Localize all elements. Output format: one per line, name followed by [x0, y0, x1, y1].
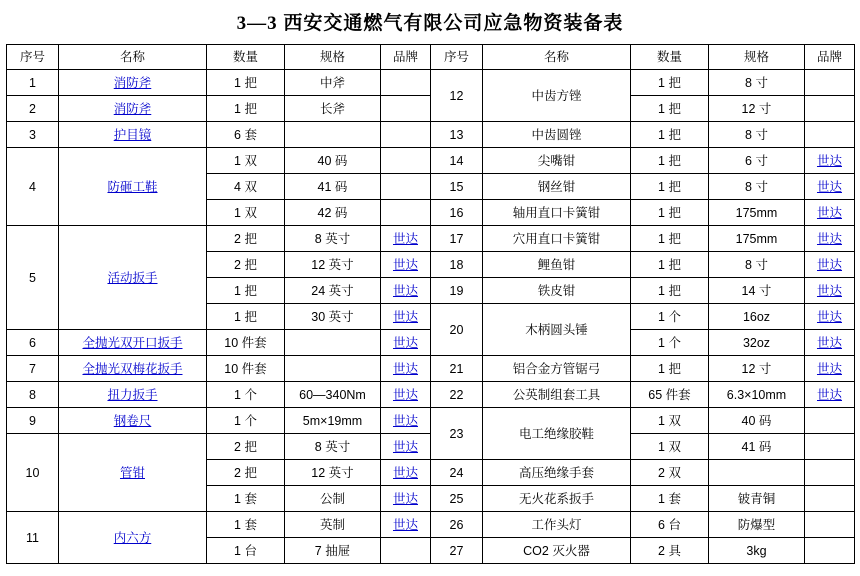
cell-name: 消防斧 — [59, 70, 207, 96]
cell-brand — [805, 538, 855, 564]
cell-brand: 世达 — [805, 148, 855, 174]
cell-spec: 175mm — [709, 200, 805, 226]
cell-spec: 8 寸 — [709, 70, 805, 96]
cell-brand: 世达 — [805, 252, 855, 278]
cell-qty: 1 把 — [631, 70, 709, 96]
cell-brand: 世达 — [381, 330, 431, 356]
cell-brand: 世达 — [805, 304, 855, 330]
cell-name: 内六方 — [59, 512, 207, 564]
cell-no: 24 — [431, 460, 483, 486]
cell-brand: 世达 — [381, 278, 431, 304]
header-qty-left: 数量 — [207, 45, 285, 70]
cell-spec: 60—340Nm — [285, 382, 381, 408]
cell-brand: 世达 — [805, 356, 855, 382]
header-spec-right: 规格 — [709, 45, 805, 70]
table-row — [7, 512, 855, 538]
cell-no: 12 — [431, 70, 483, 122]
cell-brand — [805, 486, 855, 512]
cell-name: 公英制组套工具 — [483, 382, 631, 408]
cell-name: 管钳 — [59, 434, 207, 512]
cell-spec — [285, 330, 381, 356]
cell-qty: 1 套 — [207, 486, 285, 512]
cell-no: 19 — [431, 278, 483, 304]
cell-spec: 24 英寸 — [285, 278, 381, 304]
cell-brand: 世达 — [381, 304, 431, 330]
cell-no: 1 — [7, 70, 59, 96]
cell-name: 活动扳手 — [59, 226, 207, 330]
equipment-table — [6, 44, 855, 564]
cell-no: 13 — [431, 122, 483, 148]
cell-spec: 5m×19mm — [285, 408, 381, 434]
cell-brand: 世达 — [805, 200, 855, 226]
cell-spec: 41 码 — [709, 434, 805, 460]
cell-qty: 1 把 — [631, 226, 709, 252]
cell-name: 中齿方锉 — [483, 70, 631, 122]
cell-qty: 2 具 — [631, 538, 709, 564]
page-title: 3—3 西安交通燃气有限公司应急物资装备表 — [236, 13, 624, 34]
cell-no: 5 — [7, 226, 59, 330]
cell-qty: 1 个 — [631, 330, 709, 356]
cell-name: 无火花系扳手 — [483, 486, 631, 512]
cell-brand: 世达 — [381, 434, 431, 460]
cell-qty: 4 双 — [207, 174, 285, 200]
header-name-left: 名称 — [59, 45, 207, 70]
cell-name: 穴用直口卡簧钳 — [483, 226, 631, 252]
cell-qty: 1 套 — [207, 512, 285, 538]
cell-spec: 8 寸 — [709, 252, 805, 278]
cell-no: 14 — [431, 148, 483, 174]
cell-qty: 1 套 — [631, 486, 709, 512]
cell-qty: 1 个 — [207, 408, 285, 434]
cell-brand — [805, 96, 855, 122]
cell-qty: 1 把 — [631, 174, 709, 200]
cell-spec: 8 英寸 — [285, 434, 381, 460]
cell-spec: 8 英寸 — [285, 226, 381, 252]
cell-qty: 1 双 — [631, 408, 709, 434]
cell-brand: 世达 — [805, 226, 855, 252]
cell-brand — [805, 434, 855, 460]
header-brand-left: 品牌 — [381, 45, 431, 70]
cell-brand: 世达 — [381, 382, 431, 408]
cell-spec: 6.3×10mm — [709, 382, 805, 408]
cell-spec: 3kg — [709, 538, 805, 564]
table-header-row — [7, 45, 855, 70]
cell-spec: 铍青铜 — [709, 486, 805, 512]
table-row — [7, 122, 855, 148]
cell-name: 钢丝钳 — [483, 174, 631, 200]
cell-name: 木柄圆头锤 — [483, 304, 631, 356]
cell-brand: 世达 — [381, 356, 431, 382]
cell-name: 轴用直口卡簧钳 — [483, 200, 631, 226]
cell-qty: 1 双 — [631, 434, 709, 460]
cell-brand: 世达 — [805, 330, 855, 356]
cell-qty: 1 把 — [207, 96, 285, 122]
table-body — [7, 70, 855, 564]
cell-qty: 2 把 — [207, 226, 285, 252]
cell-no: 18 — [431, 252, 483, 278]
cell-spec: 6 寸 — [709, 148, 805, 174]
cell-spec: 8 寸 — [709, 122, 805, 148]
table-row — [7, 148, 855, 174]
cell-spec — [285, 122, 381, 148]
cell-name: 全抛光双梅花扳手 — [59, 356, 207, 382]
cell-name: 防砸工鞋 — [59, 148, 207, 226]
cell-brand — [381, 538, 431, 564]
cell-brand: 世达 — [805, 278, 855, 304]
cell-qty: 1 个 — [631, 304, 709, 330]
cell-spec: 32oz — [709, 330, 805, 356]
cell-brand — [381, 70, 431, 96]
cell-spec: 40 码 — [285, 148, 381, 174]
cell-spec: 30 英寸 — [285, 304, 381, 330]
cell-qty: 1 把 — [631, 96, 709, 122]
table-row — [7, 408, 855, 434]
cell-brand — [381, 122, 431, 148]
cell-no: 2 — [7, 96, 59, 122]
cell-name: 铁皮钳 — [483, 278, 631, 304]
cell-no: 10 — [7, 434, 59, 512]
cell-spec — [285, 356, 381, 382]
cell-brand: 世达 — [381, 460, 431, 486]
cell-qty: 1 把 — [207, 278, 285, 304]
cell-spec: 12 英寸 — [285, 252, 381, 278]
cell-spec: 175mm — [709, 226, 805, 252]
cell-qty: 1 台 — [207, 538, 285, 564]
cell-name: 高压绝缘手套 — [483, 460, 631, 486]
cell-name: 全抛光双开口扳手 — [59, 330, 207, 356]
cell-name: 电工绝缘胶鞋 — [483, 408, 631, 460]
cell-no: 23 — [431, 408, 483, 460]
cell-brand: 世达 — [381, 226, 431, 252]
cell-no: 6 — [7, 330, 59, 356]
cell-name: 消防斧 — [59, 96, 207, 122]
cell-qty: 1 把 — [631, 278, 709, 304]
cell-qty: 2 把 — [207, 434, 285, 460]
cell-qty: 1 把 — [631, 200, 709, 226]
cell-qty: 1 双 — [207, 148, 285, 174]
cell-brand — [381, 200, 431, 226]
cell-qty: 1 个 — [207, 382, 285, 408]
cell-qty: 1 把 — [631, 356, 709, 382]
cell-no: 15 — [431, 174, 483, 200]
cell-spec: 7 抽屉 — [285, 538, 381, 564]
cell-qty: 6 套 — [207, 122, 285, 148]
cell-name: 鲤鱼钳 — [483, 252, 631, 278]
cell-qty: 1 把 — [631, 148, 709, 174]
cell-spec: 中斧 — [285, 70, 381, 96]
cell-name: 中齿圆锉 — [483, 122, 631, 148]
cell-brand — [381, 148, 431, 174]
cell-spec: 16oz — [709, 304, 805, 330]
cell-qty: 65 件套 — [631, 382, 709, 408]
cell-spec: 长斧 — [285, 96, 381, 122]
cell-no: 20 — [431, 304, 483, 356]
header-spec-left: 规格 — [285, 45, 381, 70]
header-brand-right: 品牌 — [805, 45, 855, 70]
cell-name: 钢卷尺 — [59, 408, 207, 434]
cell-no: 25 — [431, 486, 483, 512]
header-no-left: 序号 — [7, 45, 59, 70]
cell-qty: 2 双 — [631, 460, 709, 486]
cell-qty: 1 把 — [631, 252, 709, 278]
cell-qty: 10 件套 — [207, 330, 285, 356]
cell-brand: 世达 — [381, 486, 431, 512]
cell-brand: 世达 — [381, 512, 431, 538]
cell-qty: 2 把 — [207, 460, 285, 486]
cell-name: 尖嘴钳 — [483, 148, 631, 174]
cell-no: 8 — [7, 382, 59, 408]
cell-no: 17 — [431, 226, 483, 252]
cell-spec: 英制 — [285, 512, 381, 538]
cell-no: 11 — [7, 512, 59, 564]
cell-qty: 1 双 — [207, 200, 285, 226]
cell-qty: 1 把 — [631, 122, 709, 148]
cell-no: 21 — [431, 356, 483, 382]
cell-name: CO2 灭火器 — [483, 538, 631, 564]
cell-brand — [805, 122, 855, 148]
cell-brand — [805, 70, 855, 96]
cell-no: 7 — [7, 356, 59, 382]
cell-name: 铝合金方管锯弓 — [483, 356, 631, 382]
cell-spec: 8 寸 — [709, 174, 805, 200]
table-row — [7, 70, 855, 96]
cell-qty: 1 把 — [207, 70, 285, 96]
cell-qty: 1 把 — [207, 304, 285, 330]
table-row — [7, 382, 855, 408]
cell-spec: 14 寸 — [709, 278, 805, 304]
cell-spec — [709, 460, 805, 486]
header-no-right: 序号 — [431, 45, 483, 70]
cell-brand: 世达 — [805, 174, 855, 200]
cell-brand — [381, 174, 431, 200]
cell-no: 9 — [7, 408, 59, 434]
cell-no: 27 — [431, 538, 483, 564]
cell-name: 护目镜 — [59, 122, 207, 148]
cell-brand — [805, 460, 855, 486]
header-name-right: 名称 — [483, 45, 631, 70]
cell-spec: 防爆型 — [709, 512, 805, 538]
cell-spec: 42 码 — [285, 200, 381, 226]
table-row — [7, 226, 855, 252]
cell-spec: 12 寸 — [709, 96, 805, 122]
cell-brand — [805, 408, 855, 434]
cell-no: 26 — [431, 512, 483, 538]
cell-spec: 公制 — [285, 486, 381, 512]
cell-no: 22 — [431, 382, 483, 408]
cell-brand — [381, 96, 431, 122]
header-qty-right: 数量 — [631, 45, 709, 70]
table-row — [7, 356, 855, 382]
cell-brand: 世达 — [381, 252, 431, 278]
cell-spec: 41 码 — [285, 174, 381, 200]
cell-brand: 世达 — [805, 382, 855, 408]
cell-qty: 10 件套 — [207, 356, 285, 382]
cell-brand — [805, 512, 855, 538]
cell-brand: 世达 — [381, 408, 431, 434]
cell-spec: 12 英寸 — [285, 460, 381, 486]
cell-name: 工作头灯 — [483, 512, 631, 538]
cell-no: 4 — [7, 148, 59, 226]
cell-qty: 6 台 — [631, 512, 709, 538]
cell-spec: 40 码 — [709, 408, 805, 434]
cell-no: 16 — [431, 200, 483, 226]
cell-qty: 2 把 — [207, 252, 285, 278]
cell-name: 扭力扳手 — [59, 382, 207, 408]
cell-spec: 12 寸 — [709, 356, 805, 382]
cell-no: 3 — [7, 122, 59, 148]
